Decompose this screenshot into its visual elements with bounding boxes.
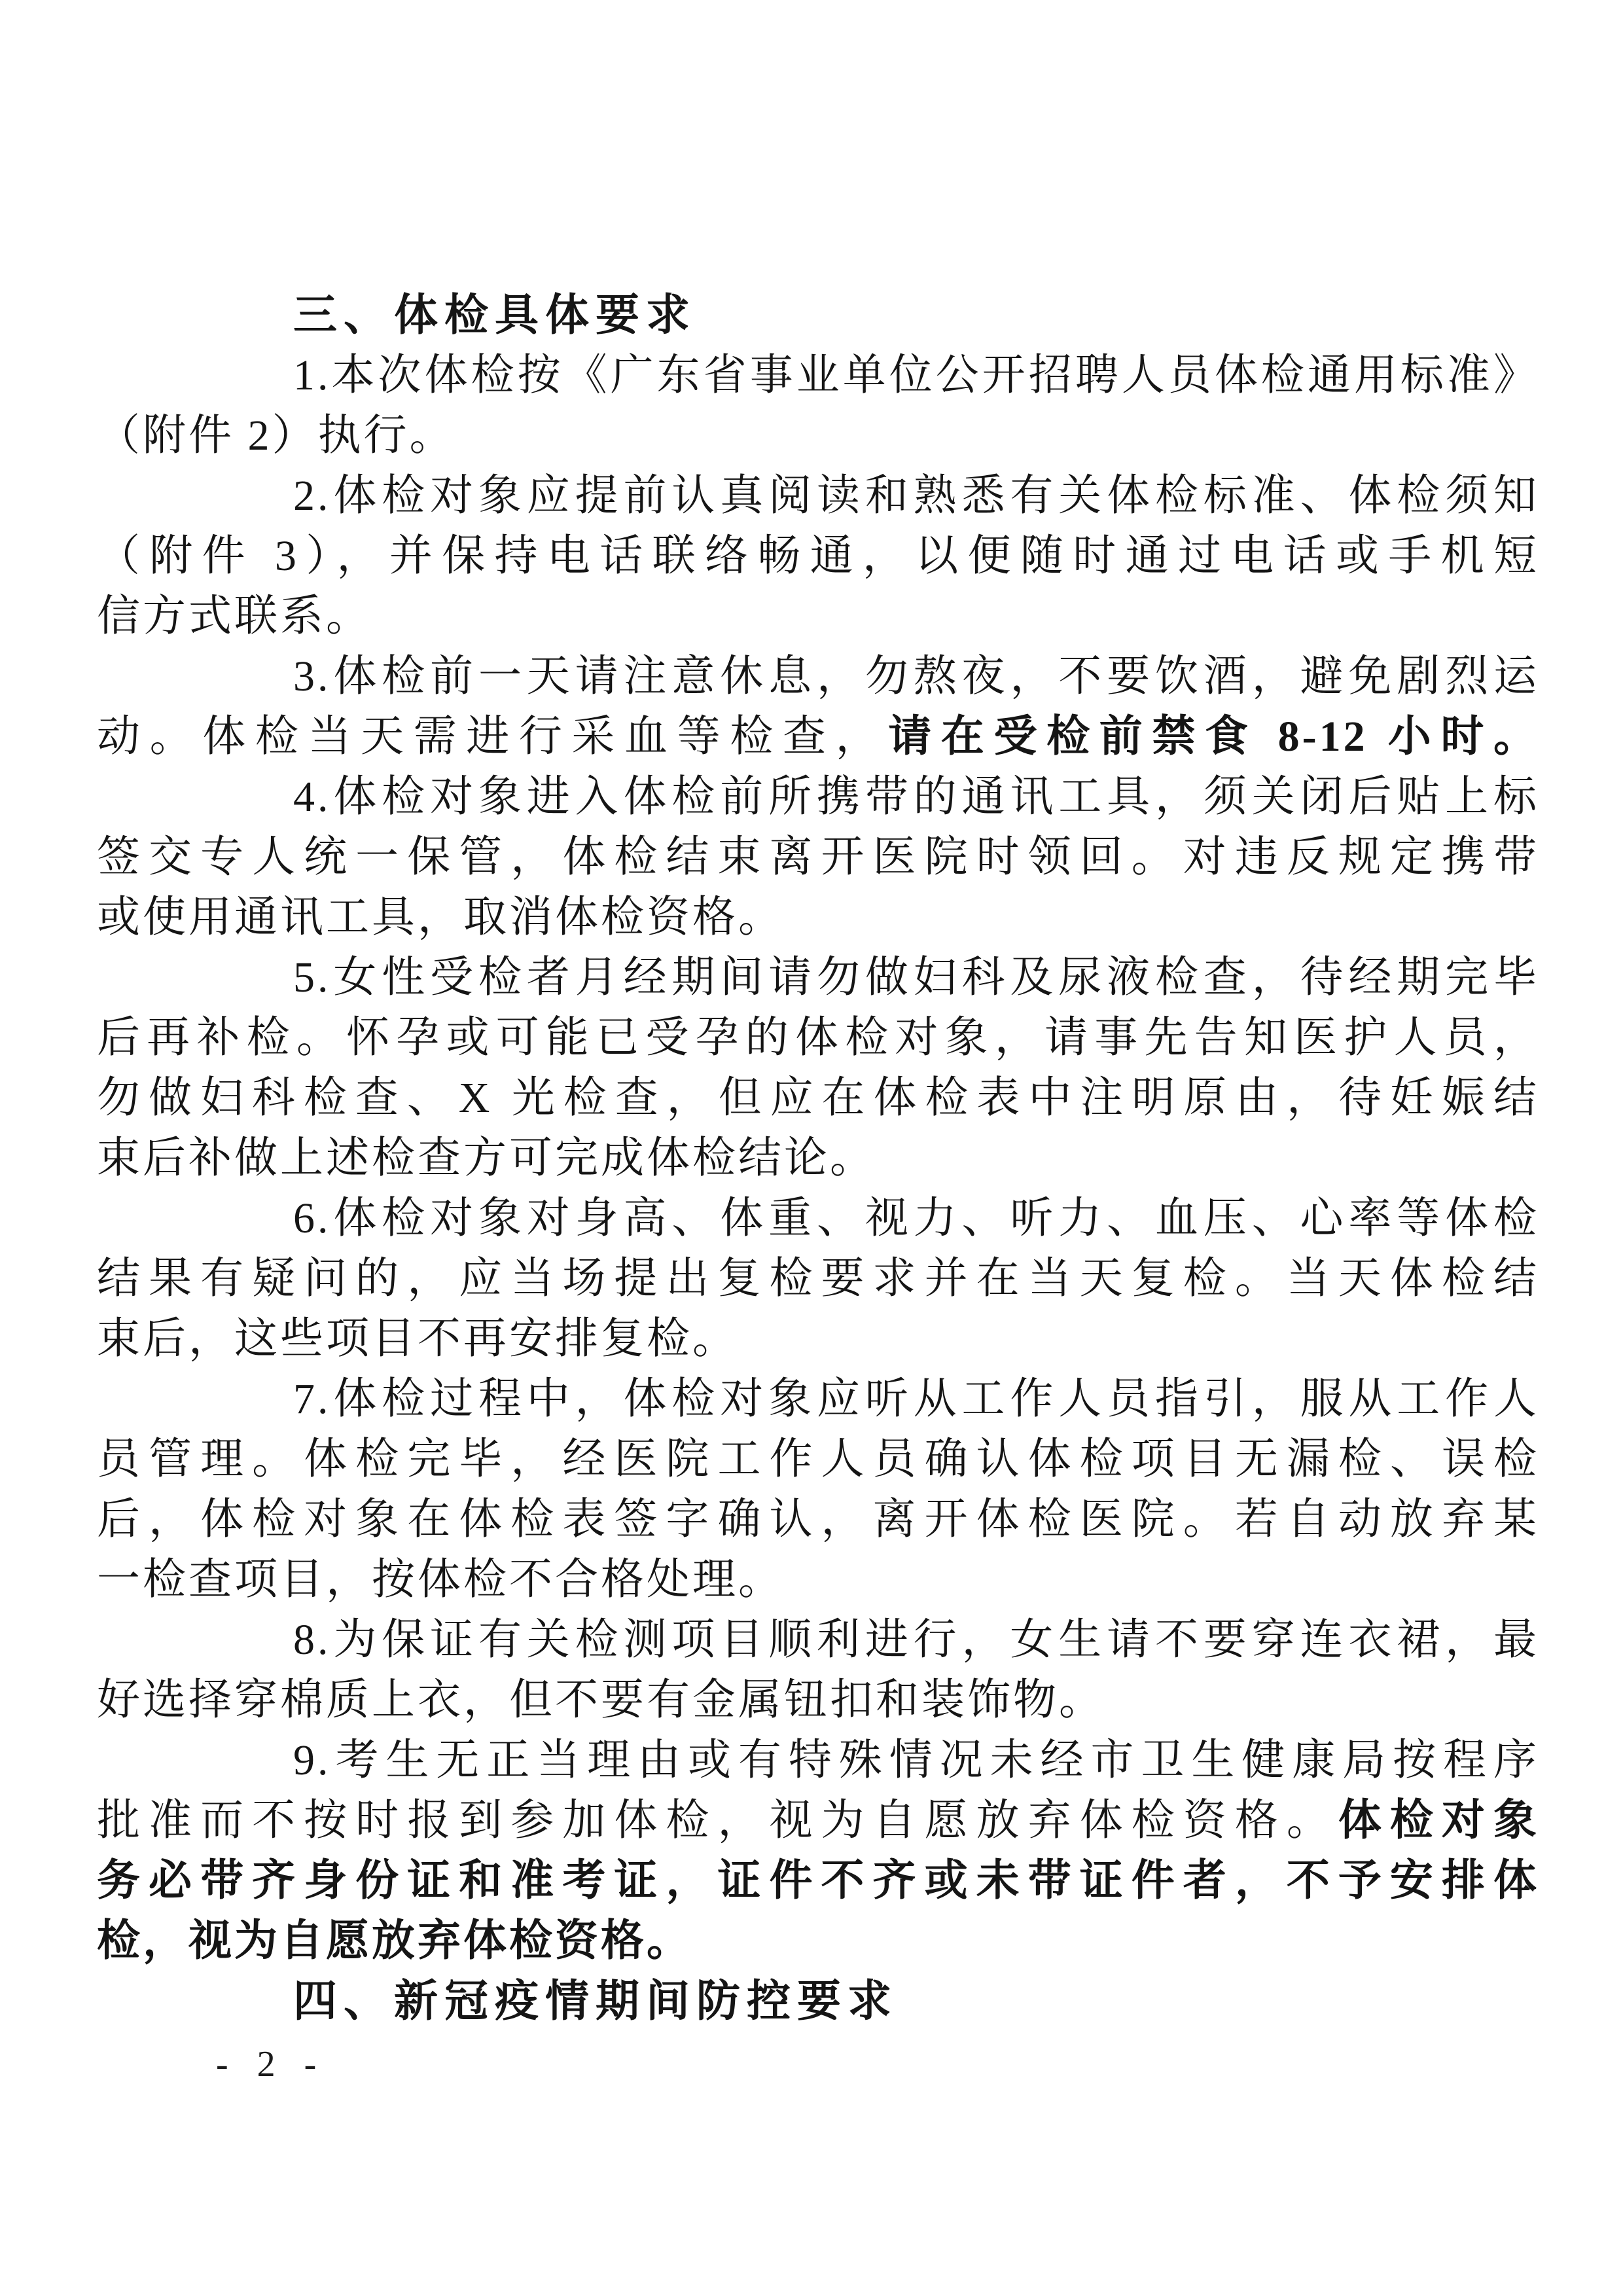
item-5-line-4: 束后补做上述检查方可完成体检结论。 [97, 1134, 876, 1182]
item-6-line-3: 束后，这些项目不再安排复检。 [97, 1315, 738, 1363]
item-9-line-1: 9.考生无正当理由或有特殊情况未经市卫生健康局按程序 [293, 1736, 1539, 1784]
item-7-line-2: 员管理。体检完毕，经医院工作人员确认体检项目无漏检、误检 [97, 1435, 1539, 1483]
item-2-line-1: 2.体检对象应提前认真阅读和熟悉有关体检标准、体检须知 [293, 472, 1539, 520]
item-8-line-2: 好选择穿棉质上衣，但不要有金属钮扣和装饰物。 [97, 1676, 1105, 1724]
item-1-line-2: （附件 2）执行。 [97, 412, 455, 459]
heading-section-4: 四、新冠疫情期间防控要求 [293, 1977, 898, 2026]
item-2-line-2: （附件 3），并保持电话联络畅通，以便随时通过电话或手机短 [97, 532, 1539, 580]
item-9-line-4-emphasis: 检，视为自愿放弃体检资格。 [97, 1917, 692, 1965]
item-7-line-1: 7.体检过程中，体检对象应听从工作人员指引，服从工作人 [293, 1375, 1539, 1423]
document-body [97, 285, 1539, 2032]
fasting-requirement-emphasis: 请在受检前禁食 8-12 小时。 [888, 713, 1540, 761]
item-7-line-4: 一检查项目，按体检不合格处理。 [97, 1556, 784, 1604]
item-3-line-1: 3.体检前一天请注意休息，勿熬夜，不要饮酒，避免剧烈运 [293, 653, 1539, 700]
id-requirement-emphasis-start: 体检对象 [1338, 1797, 1540, 1844]
item-1-line-1: 1.本次体检按《广东省事业单位公开招聘人员体检通用标准》 [293, 351, 1539, 399]
item-6-line-1: 6.体检对象对身高、体重、视力、听力、血压、心率等体检 [293, 1194, 1539, 1242]
item-9-line-3-emphasis: 务必带齐身份证和准考证，证件不齐或未带证件者，不予安排体 [97, 1857, 1539, 1905]
item-5-line-2: 后再补检。怀孕或可能已受孕的体检对象，请事先告知医护人员， [97, 1014, 1539, 1062]
item-5-line-1: 5.女性受检者月经期间请勿做妇科及尿液检查，待经期完毕 [293, 954, 1539, 1001]
page-number: - 2 - [216, 2044, 323, 2085]
item-2-line-3: 信方式联系。 [97, 592, 372, 640]
item-9-line-2-text: 批准而不按时报到参加体检，视为自愿放弃体检资格。 [97, 1797, 1338, 1844]
item-8-line-1: 8.为保证有关检测项目顺利进行，女生请不要穿连衣裙，最 [293, 1616, 1539, 1664]
item-3-line-2-text: 动。体检当天需进行采血等检查， [97, 713, 889, 761]
item-4-line-2: 签交专人统一保管，体检结束离开医院时领回。对违反规定携带 [97, 833, 1539, 881]
item-7-line-3: 后，体检对象在体检表签字确认，离开体检医院。若自动放弃某 [97, 1496, 1539, 1543]
heading-section-3: 三、体检具体要求 [293, 291, 696, 340]
item-9-line-2 [97, 1791, 1539, 1851]
item-4-line-1: 4.体检对象进入体检前所携带的通讯工具，须关闭后贴上标 [293, 773, 1539, 821]
item-4-line-3: 或使用通讯工具，取消体检资格。 [97, 893, 784, 941]
item-3-line-2 [97, 707, 1539, 767]
item-5-line-3: 勿做妇科检查、X 光检查，但应在体检表中注明原由，待妊娠结 [97, 1074, 1539, 1122]
item-6-line-2: 结果有疑问的，应当场提出复检要求并在当天复检。当天体检结 [97, 1255, 1539, 1302]
